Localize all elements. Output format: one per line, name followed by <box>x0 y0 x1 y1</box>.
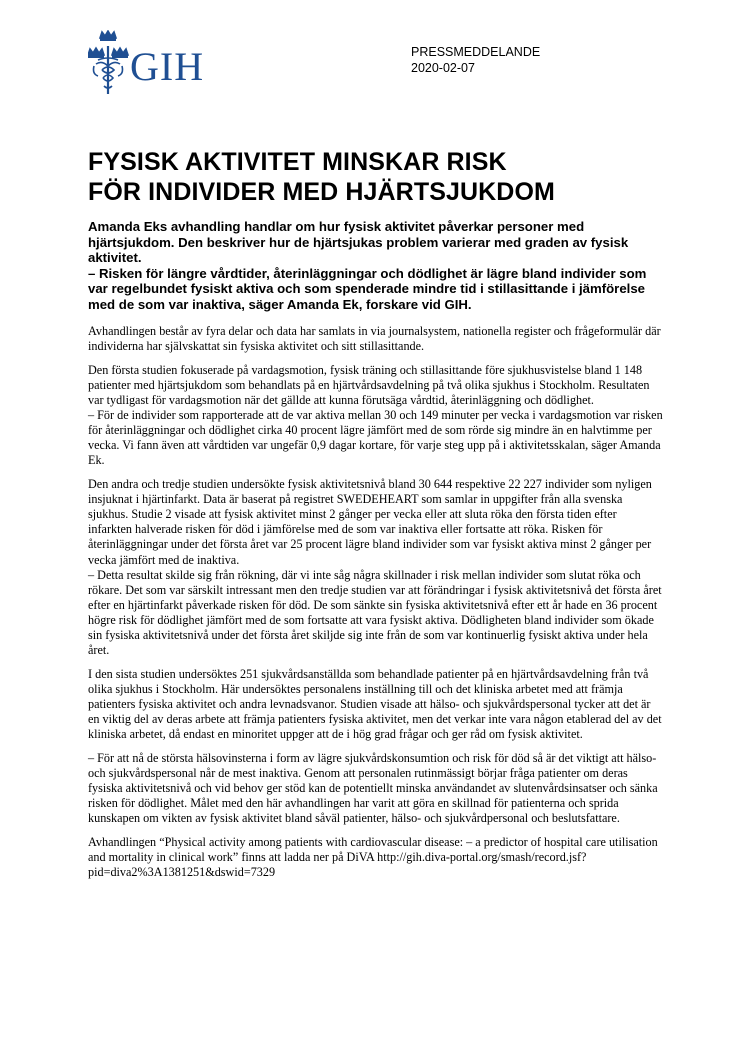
lead-intro: Amanda Eks avhandling handlar om hur fysisk aktivitet påverkar personer med hjärtsjukdom. Den beskriver hur de hjärtsjukas problem varierar med graden av fysisk aktivitet. <box>88 219 629 266</box>
page-title <box>88 147 688 207</box>
lead-quote: – Risken för längre vårdtider, återinläggningar och dödlighet är lägre bland individer som var regelbundet fysiskt aktiva och som spenderade mindre tid i stillasittande i jämförelse med de som var inaktiva, säger Amanda Ek, forskare vid GIH. <box>88 265 647 312</box>
body-paragraph: Avhandlingen består av fyra delar och data har samlats in via journalsystem, nationella register och frågeformulär där individerna har självskattat sin fysiska aktivitet och sitt stillasittande. <box>88 324 661 354</box>
header-meta <box>411 44 540 76</box>
title-line-1: FYSISK AKTIVITET MINSKAR RISK <box>88 148 507 176</box>
body-paragraph: I den sista studien undersöktes 251 sjukvårdsanställda som behandlade patienter på en hjärtvårdsavdelning från två olika sjukhus i Stockholm. Här undersöktes personalens inställning till och det kliniska arbetet med att främja patienters fysiska aktivitet och andra levnadsvanor. Studien visade att hälso- och sjukvårdspersonal tycker att det är en viktig del av deras arbete att främja patienters fysiska aktivitet, men det verkar inte vara någon etablerad del av det kliniska arbetet, då endast en minoritet uppger att de i hög grad frågar och ger råd om fysisk aktivitet. <box>88 666 662 742</box>
body-paragraph: Den andra och tredje studien undersökte fysisk aktivitetsnivå bland 30 644 respektive 22 227 individer som nyligen insjuknat i hjärtinfarkt. Data är baserat på registret SWEDEHEART som samlar in uppgifter från alla svenska sjukhus. Studie 2 visade att fysisk aktivitet minst 2 gånger per vecka eller att sluta röka den första tiden efter infarkten halverade risken för död i jämförelse med de som var inaktiva eller fortsatte att röka. Risken för återinläggningar under det första året var 25 procent lägre bland individer som var fysiskt aktiva minst 2 gånger per vecka jämfört med de inaktiva. – Detta resultat skilde sig från rökning, där vi inte såg några skillnader i risk mellan individer som slutat röka och rökare. Det som var särskilt intressant men den tredje studien var att förändringar i fysisk aktivitetsnivå det första året efter en hjärtinfarkt påverkade risken för död. De som sänkte sin fysiska aktivitetsnivå efter ett år hade en 36 procent högre risk för dödlighet jämfört med de som fortsatte att vara fysiskt aktiva. Dödligheten bland individer som ökade sin fysiska aktivitetsnivå under det första året skiljde sig inte från de som var kontinuerlig fysiskt aktiva under hela året. <box>88 477 662 658</box>
document-label: PRESSMEDDELANDE <box>411 45 541 59</box>
title-line-2: FÖR INDIVIDER MED HJÄRTSJUKDOM <box>88 178 555 206</box>
document-date: 2020-02-07 <box>411 61 475 75</box>
body-paragraph: – För att nå de största hälsovinsterna i form av lägre sjukvårdskonsumtion och risk för död så är det viktigt att hälso- och sjukvårdspersonal når de mest inaktiva. Genom att personalen rutinmässigt börjar fråga patienter om deras fysiska aktivitetsnivå och vid behov ger stöd kan de potentiellt minska användandet av slutenvårdsinsatser och sänka risken för dödlighet. Målet med den här avhandlingen har varit att göra en skillnad för patienterna och sprida kunskapen om vikten av fysisk aktivitet bland såväl patienter, hälso- och sjukvårdpersonal och beslutsfattare. <box>88 750 658 826</box>
logo-text: GIH <box>130 44 205 89</box>
body-text <box>88 324 663 889</box>
body-paragraph: Den första studien fokuserade på vardagsmotion, fysisk träning och stillasittande före sjukhusvistelse bland 1 148 patienter med hjärtsjukdom som behandlats på en hjärtvårdsavdelning på två olika sjukhus i Stockholm. Resultaten var tydligast för vardagsmotion när det gällde att kunna förutsäga vårdtid, återinläggning och dödlighet. – För de individer som rapporterade att de var aktiva mellan 30 och 149 minuter per vecka i vardagsmotion var risken för återinläggningar och dödlighet cirka 40 procent lägre jämfört med de som rörde sig mindre än en halvtimme per vecka. Vi fann även att vårdtiden var ungefär 0,9 dagar kortare, för varje steg upp på i aktivitetsskalan, säger Amanda Ek. <box>88 362 663 468</box>
body-paragraph: Avhandlingen “Physical activity among patients with cardiovascular disease: – a predictor of hospital care utilisation and mortality in clinical work” finns att ladda ner på DiVA http://gih.diva-portal.org/smash/record.jsf?pid=diva2%3A1381251&dswid=7329 <box>88 834 658 880</box>
lead-paragraph <box>88 219 658 313</box>
